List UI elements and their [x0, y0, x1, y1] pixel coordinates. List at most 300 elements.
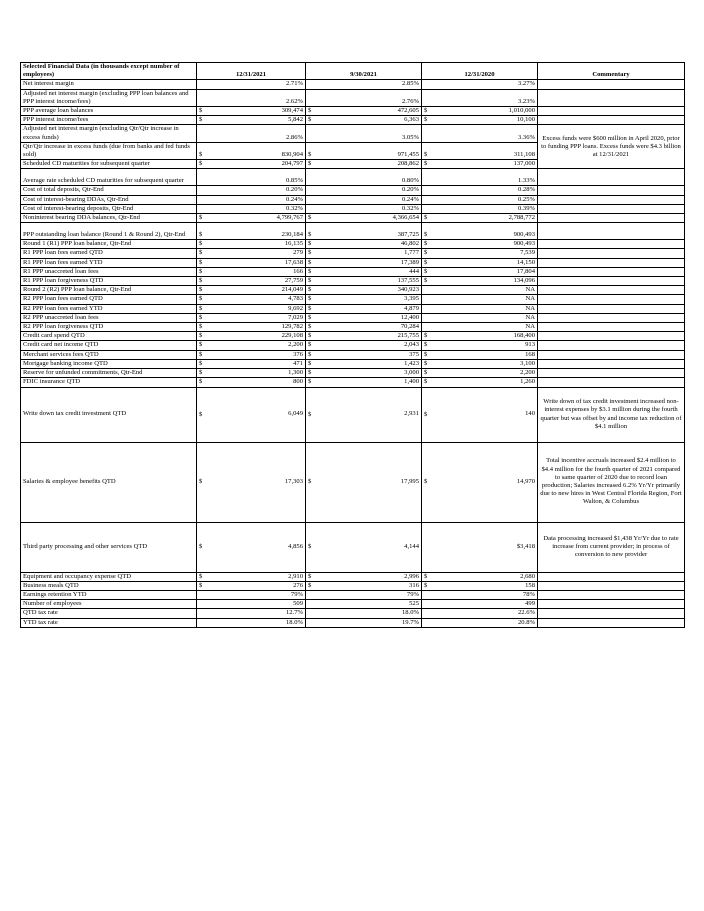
commentary-cell-empty [538, 600, 685, 609]
value-cell [306, 125, 422, 142]
cell-value: 375 [409, 350, 419, 358]
currency-symbol: $ [199, 332, 203, 340]
commentary-cell-empty [538, 214, 685, 223]
currency-symbol: $ [308, 107, 312, 115]
cell-value: 3,100 [520, 359, 535, 367]
value-cell [422, 378, 538, 387]
table-row [21, 186, 685, 195]
value-cell [306, 214, 422, 223]
table-row [21, 341, 685, 350]
value-cell [197, 332, 306, 341]
value-cell [306, 313, 422, 322]
value-cell [306, 277, 422, 286]
value-cell [197, 214, 306, 223]
cell-value: 12,400 [400, 313, 419, 321]
row-label: Mortgage banking income QTD [21, 359, 197, 368]
cell-value: 4,783 [288, 295, 303, 303]
value-cell [422, 286, 538, 295]
cell-value: 3.23% [517, 97, 535, 105]
value-cell [197, 107, 306, 116]
currency-symbol: $ [308, 295, 312, 303]
currency-symbol: $ [308, 304, 312, 312]
cell-value: 6,363 [404, 116, 419, 124]
value-cell [197, 116, 306, 125]
value-cell [422, 107, 538, 116]
cell-value: 4,144 [404, 542, 419, 550]
currency-symbol: $ [199, 323, 203, 331]
table-row [21, 323, 685, 332]
cell-value: 472,605 [397, 107, 419, 115]
value-cell [422, 313, 538, 322]
value-cell [306, 442, 422, 522]
cell-value: 17,389 [400, 258, 419, 266]
commentary-cell-empty [538, 369, 685, 378]
value-cell [422, 249, 538, 258]
cell-value: 376 [293, 350, 303, 358]
table-row [21, 223, 685, 240]
cell-value: 1,423 [404, 359, 419, 367]
value-cell [306, 169, 422, 186]
cell-value: 340,923 [397, 286, 419, 294]
commentary-cell-empty [538, 258, 685, 267]
row-label: R2 PPP loan fees earned QTD [21, 295, 197, 304]
currency-symbol: $ [199, 581, 203, 589]
cell-value: 79% [290, 590, 303, 598]
cell-value: 0.24% [285, 195, 303, 203]
currency-symbol: $ [308, 359, 312, 367]
row-label: R2 PPP loan fees earned YTD [21, 304, 197, 313]
value-cell [197, 350, 306, 359]
row-label: Credit card spend QTD [21, 332, 197, 341]
row-label: Cost of interest-bearing deposits, Qtr-End [21, 204, 197, 213]
commentary-cell-empty [538, 186, 685, 195]
commentary-cell-empty [538, 240, 685, 249]
cell-value: 499 [525, 600, 535, 608]
cell-value: 309,474 [281, 107, 303, 115]
currency-symbol: $ [424, 249, 428, 257]
value-cell [422, 618, 538, 627]
cell-value: 208,862 [397, 160, 419, 168]
value-cell [422, 572, 538, 581]
currency-symbol: $ [308, 323, 312, 331]
commentary-cell-empty [538, 590, 685, 599]
value-cell [422, 581, 538, 590]
table-row [21, 125, 685, 142]
currency-symbol: $ [424, 258, 428, 266]
cell-value: 22.6% [517, 609, 535, 617]
value-cell [306, 341, 422, 350]
cell-value: 168,400 [513, 332, 535, 340]
value-cell [306, 387, 422, 442]
cell-value: 230,184 [281, 231, 303, 239]
currency-symbol: $ [308, 410, 312, 418]
value-cell [306, 286, 422, 295]
cell-value: 17,995 [400, 477, 419, 485]
value-cell [422, 125, 538, 142]
table-row [21, 581, 685, 590]
row-label: Credit card net income QTD [21, 341, 197, 350]
table-row [21, 258, 685, 267]
row-label: Scheduled CD maturities for subsequent quarter [21, 160, 197, 169]
table-row [21, 295, 685, 304]
row-label: Qtr/Qtr increase in excess funds (due from banks and fed funds sold) [21, 142, 197, 159]
row-label: Round 2 (R2) PPP loan balance, Qtr-End [21, 286, 197, 295]
table-row [21, 204, 685, 213]
table-row [21, 267, 685, 276]
table-row [21, 277, 685, 286]
row-label: YTD tax rate [21, 618, 197, 627]
value-cell [306, 618, 422, 627]
cell-value: 166 [293, 267, 303, 275]
currency-symbol: $ [199, 378, 203, 386]
cell-value: 7,539 [520, 249, 535, 257]
currency-symbol: $ [308, 572, 312, 580]
currency-symbol: $ [199, 277, 203, 285]
commentary-cell-empty [538, 332, 685, 341]
currency-symbol: $ [199, 410, 203, 418]
cell-value: 12.7% [285, 609, 303, 617]
row-label: Round 1 (R1) PPP loan balance, Qtr-End [21, 240, 197, 249]
row-label: Reserve for unfunded commitments, Qtr-End [21, 369, 197, 378]
value-cell [306, 80, 422, 89]
table-row [21, 214, 685, 223]
row-label: Salaries & employee benefits QTD [21, 442, 197, 522]
value-cell [197, 249, 306, 258]
commentary-cell-empty [538, 350, 685, 359]
cell-value: 0.39% [517, 204, 535, 212]
row-label: R1 PPP loan fees earned QTD [21, 249, 197, 258]
cell-value: 9,692 [288, 304, 303, 312]
value-cell [306, 204, 422, 213]
value-cell [306, 186, 422, 195]
header-label: Selected Financial Data (in thousands except number of employees) [21, 63, 197, 80]
currency-symbol: $ [308, 542, 312, 550]
currency-symbol: $ [308, 231, 312, 239]
commentary-cell-empty [538, 107, 685, 116]
cell-value: 6,049 [288, 410, 303, 418]
currency-symbol: $ [199, 231, 203, 239]
value-cell [306, 522, 422, 572]
value-cell [306, 267, 422, 276]
cell-value: 134,096 [513, 277, 535, 285]
table-row [21, 107, 685, 116]
value-cell [422, 522, 538, 572]
cell-value: 1,400 [404, 378, 419, 386]
value-cell [197, 169, 306, 186]
row-label: PPP interest income/fees [21, 116, 197, 125]
cell-value: 204,797 [281, 160, 303, 168]
value-cell [422, 223, 538, 240]
commentary-cell-empty [538, 89, 685, 106]
currency-symbol: $ [424, 477, 428, 485]
commentary-cell: Data processing increased $1,438 Yr/Yr due to rate increase from current provider; in process of conversion to new provider [538, 522, 685, 572]
value-cell [197, 195, 306, 204]
currency-symbol: $ [199, 304, 203, 312]
value-cell [306, 304, 422, 313]
table-row [21, 286, 685, 295]
currency-symbol: $ [308, 267, 312, 275]
value-cell [422, 214, 538, 223]
cell-value: 70,284 [400, 323, 419, 331]
value-cell [306, 581, 422, 590]
cell-value: 0.28% [517, 186, 535, 194]
cell-value: 2,043 [404, 341, 419, 349]
row-label: Adjusted net interest margin (excluding PPP loan balances and PPP interest income/fees) [21, 89, 197, 106]
table-row [21, 169, 685, 186]
cell-value: 3.05% [401, 133, 419, 141]
cell-value: 3,395 [404, 295, 419, 303]
value-cell [197, 204, 306, 213]
commentary-cell-empty [538, 286, 685, 295]
cell-value: 800 [293, 378, 303, 386]
table-row [21, 442, 685, 522]
cell-value: 311,108 [513, 151, 535, 159]
value-cell [197, 89, 306, 106]
currency-symbol: $ [308, 277, 312, 285]
row-label: Third party processing and other services QTD [21, 522, 197, 572]
currency-symbol: $ [199, 214, 203, 222]
cell-value: 900,493 [513, 240, 535, 248]
cell-value: 0.20% [285, 186, 303, 194]
value-cell [306, 249, 422, 258]
value-cell [306, 240, 422, 249]
value-cell [422, 186, 538, 195]
cell-value: 1,777 [404, 249, 419, 257]
value-cell [197, 323, 306, 332]
currency-symbol: $ [308, 581, 312, 589]
cell-value: 4,856 [288, 542, 303, 550]
table-row [21, 313, 685, 322]
table-row [21, 572, 685, 581]
currency-symbol: $ [199, 369, 203, 377]
value-cell [422, 89, 538, 106]
value-cell [306, 590, 422, 599]
cell-value: 0.32% [401, 204, 419, 212]
table-row [21, 116, 685, 125]
table-row [21, 600, 685, 609]
value-cell [422, 341, 538, 350]
currency-symbol: $ [308, 350, 312, 358]
currency-symbol: $ [199, 286, 203, 294]
row-label: Average rate scheduled CD maturities for subsequent quarter [21, 169, 197, 186]
value-cell [422, 169, 538, 186]
cell-value: NA [525, 323, 535, 331]
currency-symbol: $ [308, 286, 312, 294]
currency-symbol: $ [199, 116, 203, 124]
cell-value: 137,000 [513, 160, 535, 168]
cell-value: 17,303 [284, 477, 303, 485]
value-cell [422, 600, 538, 609]
currency-symbol: $ [199, 350, 203, 358]
cell-value: 14,970 [516, 477, 535, 485]
cell-value: 900,493 [513, 231, 535, 239]
commentary-cell-empty [538, 295, 685, 304]
cell-value: 10,100 [516, 116, 535, 124]
cell-value: 4,799,767 [276, 214, 303, 222]
cell-value: 4,366,654 [392, 214, 419, 222]
currency-symbol: $ [424, 151, 428, 159]
value-cell [422, 442, 538, 522]
commentary-cell-empty [538, 304, 685, 313]
cell-value: 2.71% [285, 80, 303, 88]
table-body [21, 80, 685, 627]
cell-value: 279 [293, 249, 303, 257]
value-cell [422, 160, 538, 169]
value-cell [306, 195, 422, 204]
value-cell [422, 590, 538, 599]
cell-value: 316 [409, 581, 419, 589]
cell-value: 471 [293, 359, 303, 367]
value-cell [197, 295, 306, 304]
cell-value: 158 [525, 581, 535, 589]
value-cell [197, 600, 306, 609]
cell-value: 79% [406, 590, 419, 598]
cell-value: NA [525, 295, 535, 303]
value-cell [197, 590, 306, 599]
value-cell [197, 267, 306, 276]
currency-symbol: $ [424, 160, 428, 168]
cell-value: 2,680 [520, 572, 535, 580]
currency-symbol: $ [308, 378, 312, 386]
cell-value: 3.36% [517, 133, 535, 141]
row-label: QTD tax rate [21, 609, 197, 618]
table-row [21, 332, 685, 341]
row-label: PPP average loan balances [21, 107, 197, 116]
cell-value: 1,300 [288, 369, 303, 377]
cell-value: 17,804 [516, 267, 535, 275]
cell-value: 971,455 [397, 151, 419, 159]
value-cell [197, 142, 306, 159]
cell-value: 509 [293, 600, 303, 608]
cell-value: 140 [525, 410, 535, 418]
cell-value: 1,260 [520, 378, 535, 386]
cell-value: NA [525, 313, 535, 321]
value-cell [422, 387, 538, 442]
currency-symbol: $ [424, 277, 428, 285]
value-cell [306, 572, 422, 581]
cell-value: 19.7% [401, 618, 419, 626]
currency-symbol: $ [424, 341, 428, 349]
cell-value: 2,996 [404, 572, 419, 580]
commentary-cell-empty [538, 267, 685, 276]
cell-value: 18.0% [285, 618, 303, 626]
header-commentary: Commentary [538, 63, 685, 80]
header-col-12-31-2021: 12/31/2021 [197, 63, 306, 80]
commentary-cell-empty [538, 223, 685, 240]
currency-symbol: $ [199, 477, 203, 485]
currency-symbol: $ [424, 332, 428, 340]
cell-value: 17,638 [284, 258, 303, 266]
commentary-cell-empty [538, 249, 685, 258]
cell-value: 137,555 [397, 277, 419, 285]
value-cell [422, 116, 538, 125]
currency-symbol: $ [424, 572, 428, 580]
currency-symbol: $ [308, 369, 312, 377]
cell-value: 14,150 [516, 258, 535, 266]
cell-value: NA [525, 304, 535, 312]
cell-value: 3.27% [517, 80, 535, 88]
value-cell [422, 369, 538, 378]
row-label: PPP outstanding loan balance (Round 1 & Round 2), Qtr-End [21, 223, 197, 240]
cell-value: 0.85% [285, 177, 303, 185]
value-cell [422, 332, 538, 341]
table-row [21, 249, 685, 258]
row-label: Cost of interest-bearing DDAs, Qtr-End [21, 195, 197, 204]
row-label: Equipment and occupancy expense QTD [21, 572, 197, 581]
table-row [21, 387, 685, 442]
currency-symbol: $ [424, 378, 428, 386]
row-label: Adjusted net interest margin (excluding Qtr/Qtr increase in excess funds) [21, 125, 197, 142]
value-cell [197, 258, 306, 267]
row-label: Write down tax credit investment QTD [21, 387, 197, 442]
table-row [21, 618, 685, 627]
value-cell [422, 142, 538, 159]
cell-value: 2,200 [288, 341, 303, 349]
value-cell [197, 125, 306, 142]
row-label: Merchant services fees QTD [21, 350, 197, 359]
value-cell [422, 295, 538, 304]
currency-symbol: $ [199, 295, 203, 303]
currency-symbol: $ [424, 581, 428, 589]
cell-value: NA [525, 286, 535, 294]
commentary-cell-empty [538, 378, 685, 387]
value-cell [197, 341, 306, 350]
currency-symbol: $ [308, 160, 312, 168]
value-cell [197, 359, 306, 368]
value-cell [197, 160, 306, 169]
row-label: Cost of total deposits, Qtr-End [21, 186, 197, 195]
table-row [21, 378, 685, 387]
value-cell [422, 240, 538, 249]
value-cell [306, 609, 422, 618]
header-col-9-30-2021: 9/30/2021 [306, 63, 422, 80]
value-cell [306, 295, 422, 304]
currency-symbol: $ [199, 572, 203, 580]
table-row [21, 590, 685, 599]
currency-symbol: $ [199, 313, 203, 321]
cell-value: $3,418 [516, 542, 535, 550]
value-cell [306, 323, 422, 332]
value-cell [197, 304, 306, 313]
commentary-cell-empty [538, 116, 685, 125]
currency-symbol: $ [424, 214, 428, 222]
value-cell [422, 267, 538, 276]
row-label: R2 PPP unaccreted loan fees [21, 313, 197, 322]
value-cell [197, 369, 306, 378]
currency-symbol: $ [424, 116, 428, 124]
financial-data-table [20, 62, 685, 628]
cell-value: 525 [409, 600, 419, 608]
currency-symbol: $ [424, 359, 428, 367]
currency-symbol: $ [199, 249, 203, 257]
value-cell [197, 442, 306, 522]
cell-value: 16,135 [284, 240, 303, 248]
cell-value: 46,802 [400, 240, 419, 248]
value-cell [197, 618, 306, 627]
value-cell [197, 277, 306, 286]
currency-symbol: $ [199, 341, 203, 349]
cell-value: 830,904 [281, 151, 303, 159]
cell-value: 18.0% [401, 609, 419, 617]
cell-value: 0.20% [401, 186, 419, 194]
cell-value: 27,759 [284, 277, 303, 285]
currency-symbol: $ [308, 151, 312, 159]
commentary-cell: Write down of tax credit investment increased non-interest expenses by $3.1 million during the fourth quarter but was offset by and income tax reduction of $4.1 million [538, 387, 685, 442]
currency-symbol: $ [424, 350, 428, 358]
currency-symbol: $ [199, 359, 203, 367]
currency-symbol: $ [199, 258, 203, 266]
cell-value: 20.8% [517, 618, 535, 626]
